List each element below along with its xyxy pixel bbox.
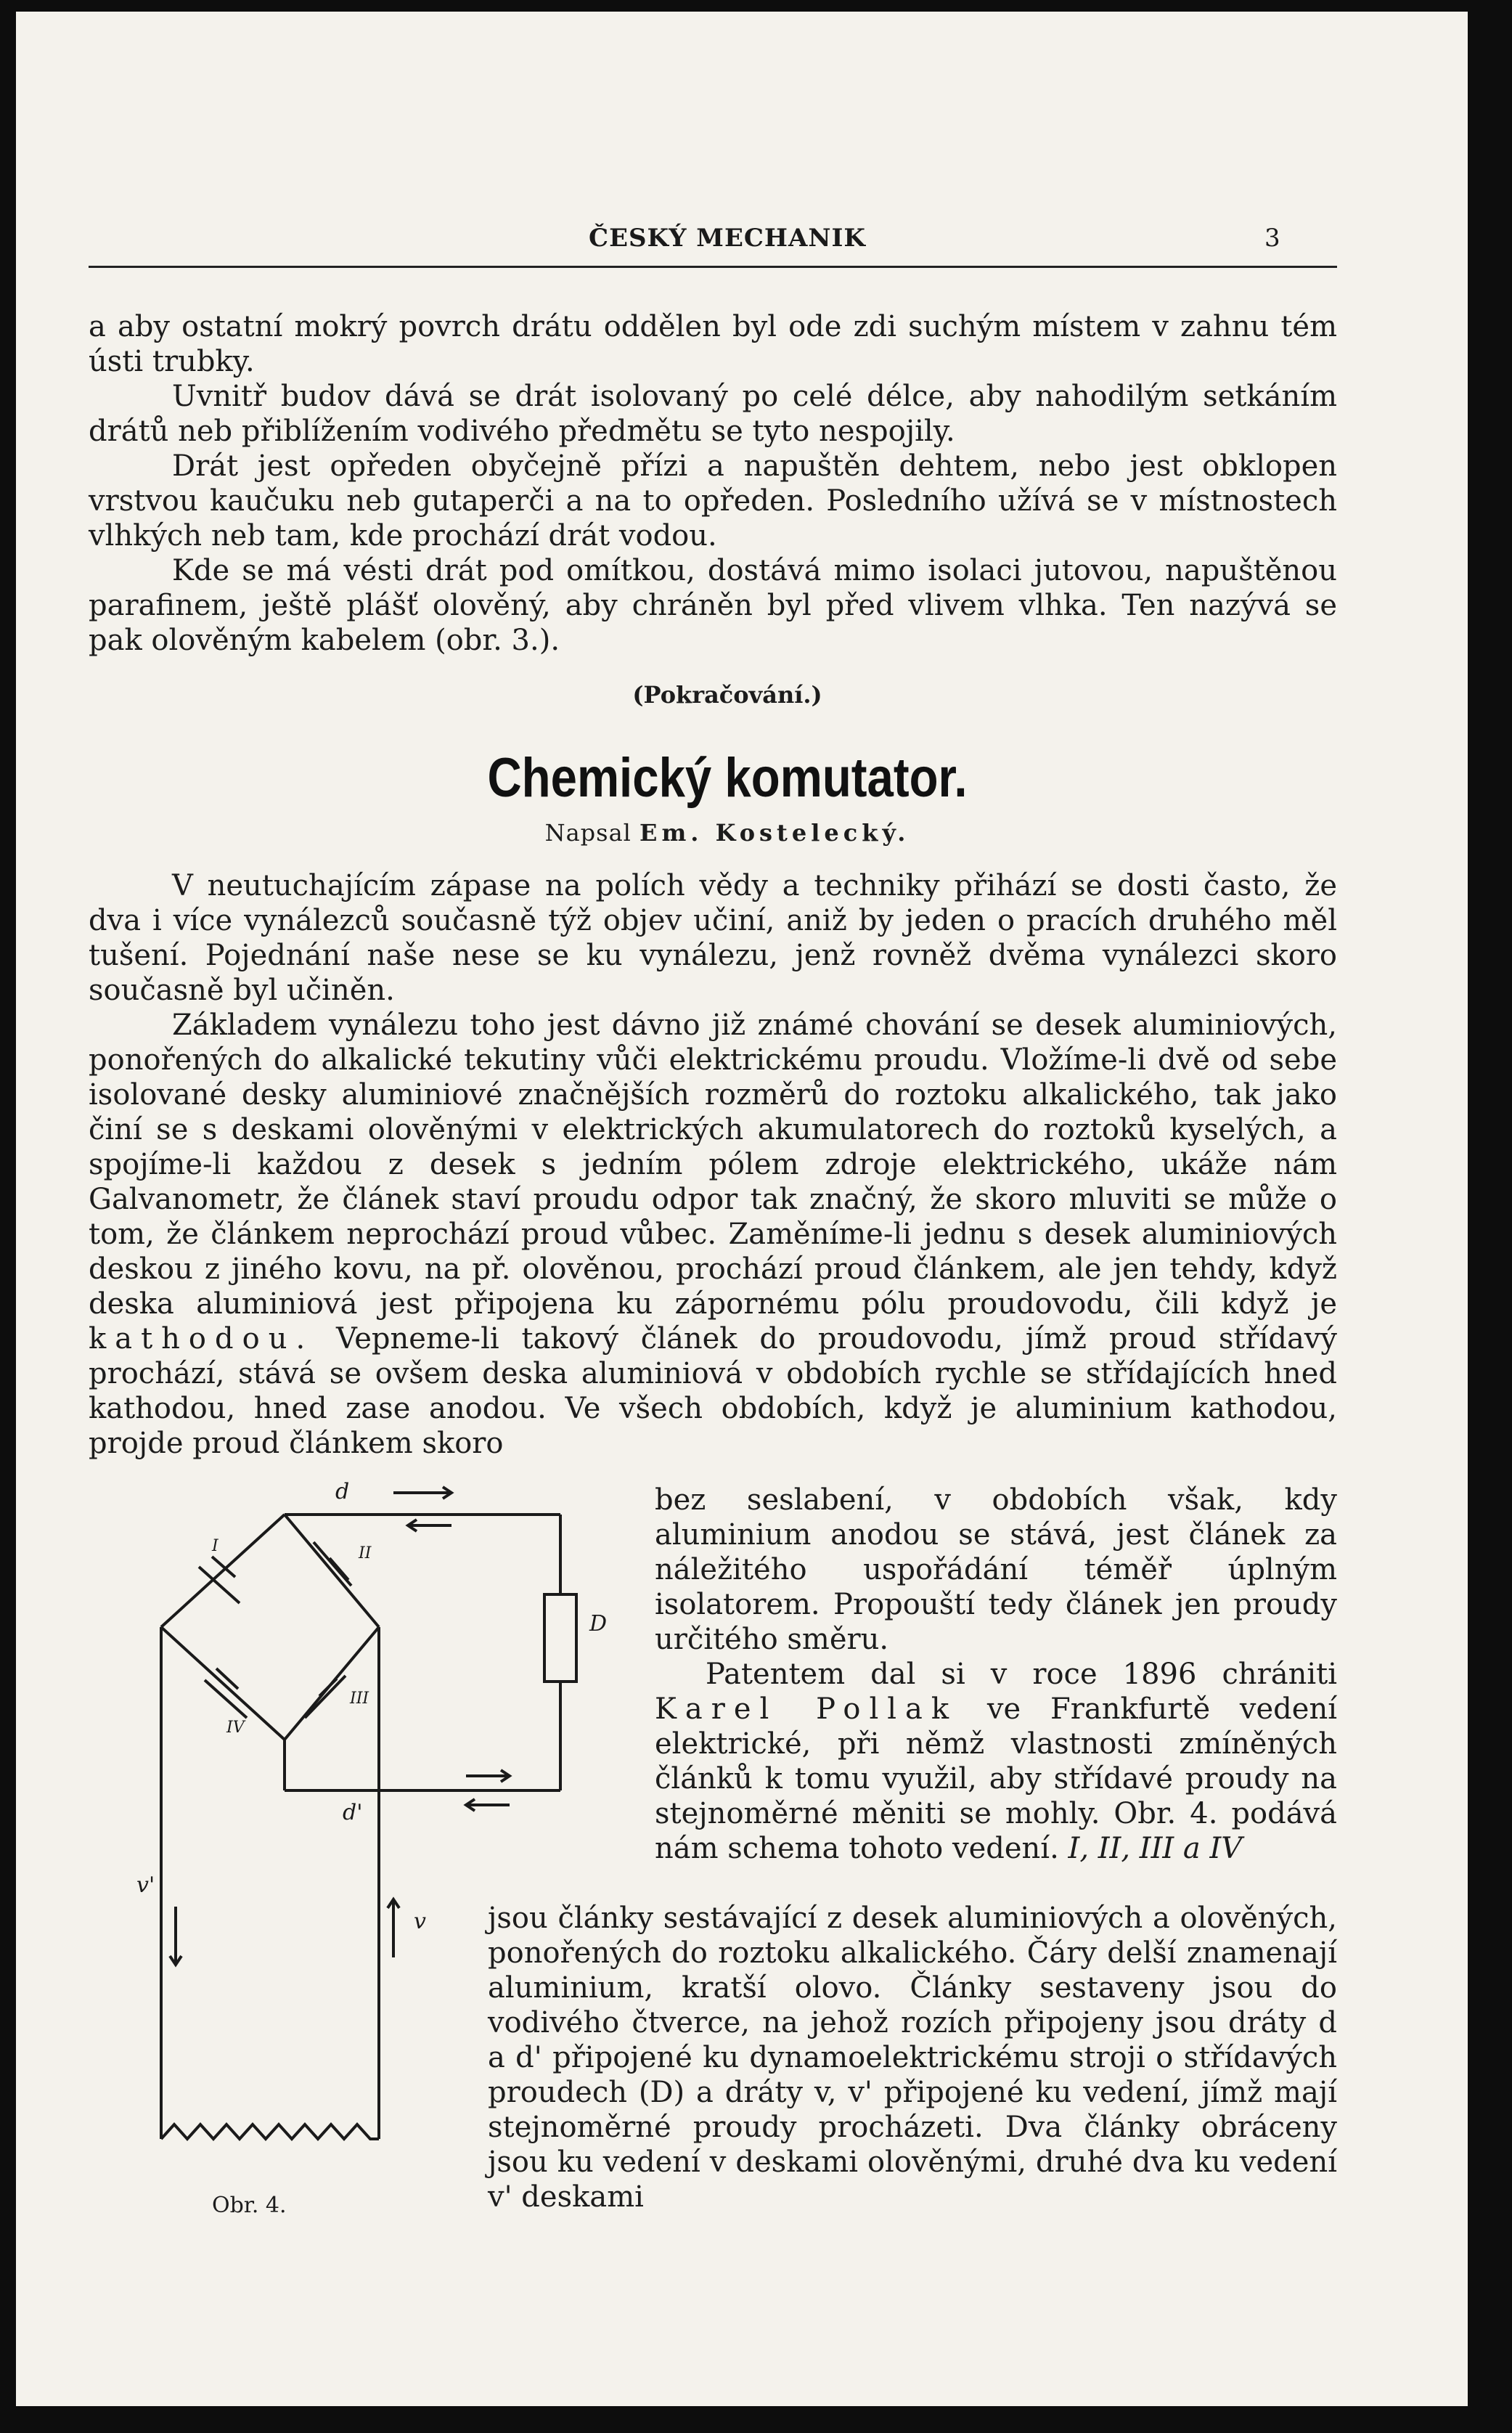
continuation-note: (Pokračování.) (632, 681, 822, 709)
inventor-name: Karel Pollak (655, 1692, 958, 1726)
label-cell-I: I (212, 1537, 218, 1555)
cell-plate-long (305, 1676, 346, 1718)
article-body (89, 868, 1337, 1461)
header-rule (89, 266, 1337, 268)
article-paragraph: V neutuchajícím zápase na polích vědy a techniky přihází se dosti často, že dva i více vynálezců současně týž objev učiní, aniž by jeden o pracích druhého měl tušení. Pojednání naše nese se ku vynálezu, jenž rovněž dvěma vynálezci skoro současně byl učiněn. (89, 869, 1337, 1007)
byline-author: Em. Kostelecký. (639, 819, 910, 847)
byline-prefix: Napsal (544, 819, 632, 847)
label-d-prime: d' (343, 1800, 363, 1825)
article-paragraph-cont: Vepneme-li takový článek do proudovodu, jímž proud střídavý prochází, stává se ovšem deska aluminiová v obdobích rychle se střídajících hned kathodou, hned zase anodou. Ve všech obdobích, když je aluminium kathodou, projde proud článkem skoro (89, 1322, 1338, 1460)
article-paragraph-text: Základem vynálezu toho jest dávno již známé chování se desek aluminiových, ponořených do alkalické tekutiny vůči elektrickému proudu. Vložíme-li dvě od sebe isolované desky aluminiové značnějších rozměrů do roztoku alkalického, tak jako činí se s deskami olověnými v elektrických akumulatorech do roztoků kyselých, a spojíme-li každou z desek s jedním pólem zdroje elektrického, ukáže nám Galvanometr, že článek staví proudu odpor tak značný, že skoro mluviti se může o tom, že článkem neprochází proud vůbec. Zaměníme-li jednu s desek aluminiových deskou z jiného kovu, na př. olověnou, prochází proud článkem, ale jen tehdy, když deska aluminiová jest připojena ku zápornému pólu proudovodu, čili když je (89, 1008, 1337, 1321)
intro-paragraph: Kde se má vésti drát pod omítkou, dostává mimo isolaci jutovou, napuštěnou parafinem, ještě plášť olověný, aby chráněn byl před vlivem vlhka. Ten nazývá se pak olověným kabelem (obr. 3.). (89, 554, 1337, 657)
diamond-edge (161, 1627, 285, 1740)
label-cell-IV: IV (226, 1719, 245, 1737)
page (16, 12, 1468, 2406)
page-number: 3 (1264, 224, 1280, 253)
diamond-edge (161, 1515, 285, 1627)
cell-plate-short (330, 1558, 348, 1580)
article-title: Chemický komutator. (487, 747, 968, 809)
intro-paragraph: a aby ostatní mokrý povrch drátu oddělen byl ode zdi suchým místem v zahnu tém ústi trubky. (89, 310, 1337, 378)
label-v: v (414, 1909, 426, 1934)
load-resistor (161, 2124, 379, 2139)
right-column-paragraph: bez seslabení, v obdobích však, kdy aluminium anodou se stává, jest článek za náležitého uspořádání téměř úplným isolatorem. Propouští tedy článek jen proudy určitého směru. (655, 1483, 1337, 1656)
running-header: ČESKÝ MECHANIK (589, 224, 866, 253)
article-paragraph (89, 1008, 1337, 1461)
label-cell-II: II (359, 1544, 372, 1562)
label-d: d (335, 1479, 350, 1504)
label-cell-III: III (350, 1690, 369, 1708)
patent-sentence: Patentem dal si v roce 1896 chrániti (706, 1658, 1337, 1691)
diamond-edge (285, 1515, 379, 1627)
right-column-paragraph (655, 1657, 1337, 1866)
right-column-text (655, 1483, 1337, 1866)
tail-text: jsou články sestávající z desek aluminiových a olověných, ponořených do roztoku alkalického. Čáry delší znamenají aluminium, kratší olovo. Články sestaveny jsou do vodivého čtverce, na jehož rozích připojeny jsou dráty d a d' připojené ku dynamoelektrickému stroji o střídavých proudech (D) a dráty v, v' připojené ku vedení, jímž mají stejnoměrné proudy procházeti. Dva články obráceny jsou ku vedení v deskami olověnými, druhé dva ku vedení v' deskami (488, 1902, 1337, 2214)
byline (422, 819, 1032, 847)
intro-paragraph: Uvnitř budov dává se drát isolovaný po celé délce, aby nahodilým setkáním drátů neb přiblížením vodivého předmětu se tyto nespojily. (89, 380, 1337, 448)
patent-sentence-cont: ve Frankfurtě vedení elektrické, při němž vlastnosti zmíněných článků k tomu využil, aby střídavé proudy na stejnoměrné měniti se mohly. Obr. 4. podává nám schema tohoto vedení. (655, 1692, 1337, 1865)
cell-plate-long (314, 1542, 351, 1586)
label-v-prime: v' (136, 1872, 155, 1898)
intro-paragraph: Drát jest opředen obyčejně přízi a napuštěn dehtem, nebo jest obklopen vrstvou kaučuku neb gutaperči a na to opředen. Posledního užívá se v místnostech vlhkých neb tam, kde prochází drát vodou. (89, 449, 1337, 553)
generator-box (544, 1594, 576, 1682)
label-D: D (589, 1611, 608, 1637)
intro-text (89, 309, 1337, 658)
roman-labels: I, II, III a IV (1068, 1832, 1243, 1865)
circuit-diagram (74, 1479, 608, 2183)
figure-caption: Obr. 4. (212, 2193, 287, 2218)
cell-plate-short (212, 1557, 235, 1577)
kathodou-spaced: kathodou. (89, 1322, 314, 1356)
